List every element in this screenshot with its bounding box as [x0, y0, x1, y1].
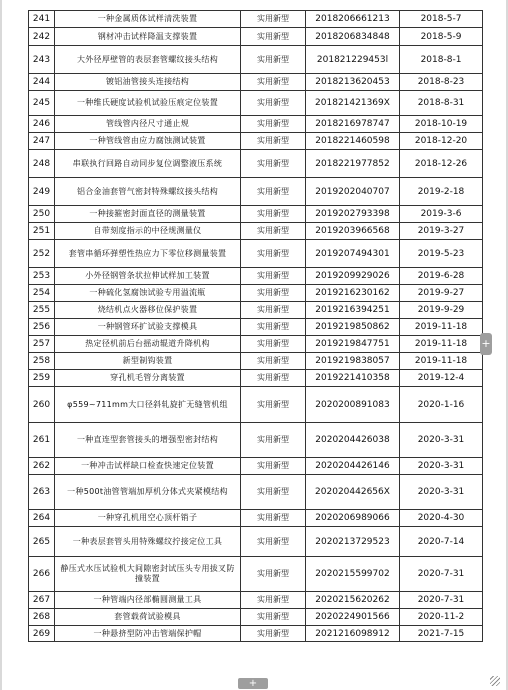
patent-type-cell: 实用新型: [241, 240, 306, 268]
patent-type-cell: 实用新型: [241, 28, 306, 46]
patent-number-cell: 256: [29, 319, 55, 336]
patent-name-cell: 小外径钢管条状拉伸试样加工装置: [55, 268, 241, 285]
filing-date-cell: 2019-3-27: [400, 223, 483, 240]
patent-name-cell: 一种接箍密封面直径的测量装置: [55, 206, 241, 223]
patent-type-cell: 实用新型: [241, 458, 306, 475]
patent-name-cell: 穿孔机毛管分离装置: [55, 370, 241, 387]
patent-number-cell: 264: [29, 510, 55, 527]
patent-name-cell: 钢材冲击试样降温支撑装置: [55, 28, 241, 46]
patent-name-cell: 一种冲击试样缺口检查快速定位装置: [55, 458, 241, 475]
filing-date-cell: 2018-12-26: [400, 150, 483, 178]
application-number-cell: 2019216230162: [306, 285, 400, 302]
filing-date-cell: 2020-7-31: [400, 592, 483, 609]
table-row: [29, 133, 483, 150]
table-row: [29, 223, 483, 240]
patent-number-cell: 242: [29, 28, 55, 46]
table-row: [29, 46, 483, 74]
patent-name-cell: 串联执行回路自动同步复位调整液压系统: [55, 150, 241, 178]
filing-date-cell: 2018-5-9: [400, 28, 483, 46]
patent-number-cell: 262: [29, 458, 55, 475]
patent-number-cell: 266: [29, 557, 55, 592]
table-row: [29, 626, 483, 642]
patent-number-cell: 265: [29, 527, 55, 557]
patent-table: [28, 10, 483, 642]
application-number-cell: 2018213620453: [306, 74, 400, 91]
table-row: [29, 91, 483, 116]
application-number-cell: 2020204426146: [306, 458, 400, 475]
application-number-cell: 2019202040707: [306, 178, 400, 206]
patent-name-cell: 大外径厚壁管的表层套管螺纹接头结构: [55, 46, 241, 74]
patent-name-cell: 一种穿孔机用空心顶杆销子: [55, 510, 241, 527]
patent-name-cell: 自带刻度指示的中径规测量仪: [55, 223, 241, 240]
filing-date-cell: 2020-3-31: [400, 458, 483, 475]
patent-number-cell: 259: [29, 370, 55, 387]
application-number-cell: 202020442656X: [306, 475, 400, 510]
filing-date-cell: 2019-11-18: [400, 319, 483, 336]
application-number-cell: 2018221977852: [306, 150, 400, 178]
patent-number-cell: 243: [29, 46, 55, 74]
patent-name-cell: 一种钢管环扩试验支撑模具: [55, 319, 241, 336]
patent-number-cell: 241: [29, 11, 55, 28]
patent-table-body: [29, 11, 483, 642]
table-row: [29, 285, 483, 302]
application-number-cell: 2018216978747: [306, 116, 400, 133]
application-number-cell: 2020200891083: [306, 387, 400, 423]
application-number-cell: 201821421369X: [306, 91, 400, 116]
patent-type-cell: 实用新型: [241, 133, 306, 150]
application-number-cell: 2019207494301: [306, 240, 400, 268]
application-number-cell: 2020204426038: [306, 423, 400, 458]
application-number-cell: 2019203966568: [306, 223, 400, 240]
application-number-cell: 2021216098912: [306, 626, 400, 642]
patent-type-cell: 实用新型: [241, 319, 306, 336]
table-row: [29, 387, 483, 423]
table-row: [29, 510, 483, 527]
patent-number-cell: 257: [29, 336, 55, 353]
application-number-cell: 2019219847751: [306, 336, 400, 353]
patent-number-cell: 250: [29, 206, 55, 223]
expand-handle-icon[interactable]: +: [480, 333, 492, 355]
application-number-cell: 2020224901566: [306, 609, 400, 626]
patent-type-cell: 实用新型: [241, 178, 306, 206]
application-number-cell: 201821229453l: [306, 46, 400, 74]
patent-type-cell: 实用新型: [241, 387, 306, 423]
patent-type-cell: 实用新型: [241, 11, 306, 28]
filing-date-cell: 2019-11-18: [400, 336, 483, 353]
patent-type-cell: 实用新型: [241, 336, 306, 353]
patent-type-cell: 实用新型: [241, 609, 306, 626]
table-row: [29, 370, 483, 387]
patent-type-cell: 实用新型: [241, 353, 306, 370]
patent-type-cell: 实用新型: [241, 557, 306, 592]
patent-number-cell: 269: [29, 626, 55, 642]
patent-number-cell: 248: [29, 150, 55, 178]
patent-number-cell: 246: [29, 116, 55, 133]
bottom-handle-icon[interactable]: +: [238, 678, 268, 689]
table-row: [29, 557, 483, 592]
table-row: [29, 319, 483, 336]
filing-date-cell: 2020-3-31: [400, 475, 483, 510]
application-number-cell: 2019202793398: [306, 206, 400, 223]
filing-date-cell: 2018-10-19: [400, 116, 483, 133]
table-row: [29, 336, 483, 353]
filing-date-cell: 2018-8-23: [400, 74, 483, 91]
patent-name-cell: 镀铝油管接头连接结构: [55, 74, 241, 91]
patent-number-cell: 255: [29, 302, 55, 319]
filing-date-cell: 2020-1-16: [400, 387, 483, 423]
table-row: [29, 116, 483, 133]
patent-type-cell: 实用新型: [241, 527, 306, 557]
filing-date-cell: 2018-5-7: [400, 11, 483, 28]
patent-type-cell: 实用新型: [241, 74, 306, 91]
patent-type-cell: 实用新型: [241, 475, 306, 510]
filing-date-cell: 2020-4-30: [400, 510, 483, 527]
patent-number-cell: 260: [29, 387, 55, 423]
application-number-cell: 2019216394251: [306, 302, 400, 319]
patent-name-cell: 一种硫化氢腐蚀试验专用溢流瓶: [55, 285, 241, 302]
patent-name-cell: 一种维氏硬度试验机试验压痕定位装置: [55, 91, 241, 116]
filing-date-cell: 2019-9-27: [400, 285, 483, 302]
table-row: [29, 240, 483, 268]
patent-type-cell: 实用新型: [241, 626, 306, 642]
application-number-cell: 2018221460598: [306, 133, 400, 150]
filing-date-cell: 2019-11-18: [400, 353, 483, 370]
filing-date-cell: 2019-9-29: [400, 302, 483, 319]
table-row: [29, 458, 483, 475]
patent-name-cell: 一种管线管由应力腐蚀测试装置: [55, 133, 241, 150]
patent-number-cell: 252: [29, 240, 55, 268]
table-row: [29, 206, 483, 223]
patent-name-cell: 管线管内径尺寸通止规: [55, 116, 241, 133]
filing-date-cell: 2018-12-20: [400, 133, 483, 150]
patent-type-cell: 实用新型: [241, 150, 306, 178]
patent-number-cell: 251: [29, 223, 55, 240]
table-row: [29, 475, 483, 510]
patent-type-cell: 实用新型: [241, 302, 306, 319]
patent-name-cell: 一种500t油管管端加厚机分体式夹紧模结构: [55, 475, 241, 510]
application-number-cell: 2020215599702: [306, 557, 400, 592]
patent-number-cell: 247: [29, 133, 55, 150]
filing-date-cell: 2020-7-31: [400, 557, 483, 592]
page-edge-left: [0, 0, 2, 690]
patent-name-cell: 一种金属质体试样清洗装置: [55, 11, 241, 28]
table-row: [29, 609, 483, 626]
patent-type-cell: 实用新型: [241, 592, 306, 609]
application-number-cell: 2019209929026: [306, 268, 400, 285]
application-number-cell: 2018206834848: [306, 28, 400, 46]
table-row: [29, 74, 483, 91]
patent-number-cell: 244: [29, 74, 55, 91]
patent-type-cell: 实用新型: [241, 423, 306, 458]
patent-number-cell: 253: [29, 268, 55, 285]
patent-number-cell: 268: [29, 609, 55, 626]
table-row: [29, 423, 483, 458]
patent-type-cell: 实用新型: [241, 510, 306, 527]
patent-name-cell: 静压式水压试验机大间隙密封试压头专用拔叉防撞装置: [55, 557, 241, 592]
application-number-cell: 2018206661213: [306, 11, 400, 28]
filing-date-cell: 2019-6-28: [400, 268, 483, 285]
patent-type-cell: 实用新型: [241, 268, 306, 285]
patent-number-cell: 261: [29, 423, 55, 458]
patent-number-cell: 254: [29, 285, 55, 302]
table-row: [29, 150, 483, 178]
patent-name-cell: 热定径机前后台摇动辊道升降机构: [55, 336, 241, 353]
table-row: [29, 28, 483, 46]
patent-name-cell: 一种悬挤型防冲击管端保护帽: [55, 626, 241, 642]
patent-number-cell: 267: [29, 592, 55, 609]
filing-date-cell: 2018-8-31: [400, 91, 483, 116]
table-row: [29, 178, 483, 206]
filing-date-cell: 2020-11-2: [400, 609, 483, 626]
filing-date-cell: 2020-3-31: [400, 423, 483, 458]
table-row: [29, 353, 483, 370]
patent-type-cell: 实用新型: [241, 285, 306, 302]
resize-grip-icon[interactable]: [490, 676, 500, 686]
filing-date-cell: 2019-2-18: [400, 178, 483, 206]
patent-type-cell: 实用新型: [241, 223, 306, 240]
table-row: [29, 11, 483, 28]
patent-name-cell: 新型制钩装置: [55, 353, 241, 370]
application-number-cell: 2020206989066: [306, 510, 400, 527]
patent-number-cell: 249: [29, 178, 55, 206]
filing-date-cell: 2018-8-1: [400, 46, 483, 74]
patent-type-cell: 实用新型: [241, 370, 306, 387]
application-number-cell: 2019219850862: [306, 319, 400, 336]
patent-number-cell: 258: [29, 353, 55, 370]
filing-date-cell: 2021-7-15: [400, 626, 483, 642]
patent-number-cell: 245: [29, 91, 55, 116]
filing-date-cell: 2019-12-4: [400, 370, 483, 387]
patent-type-cell: 实用新型: [241, 91, 306, 116]
application-number-cell: 2019219838057: [306, 353, 400, 370]
patent-name-cell: 一种管端内径部椭圆测量工具: [55, 592, 241, 609]
patent-name-cell: 烧结机点火器移位保护装置: [55, 302, 241, 319]
table-row: [29, 527, 483, 557]
application-number-cell: 2020215620262: [306, 592, 400, 609]
table-row: [29, 592, 483, 609]
table-row: [29, 268, 483, 285]
table-row: [29, 302, 483, 319]
patent-type-cell: 实用新型: [241, 116, 306, 133]
filing-date-cell: 2019-5-23: [400, 240, 483, 268]
patent-name-cell: 套管载荷试验模具: [55, 609, 241, 626]
patent-number-cell: 263: [29, 475, 55, 510]
patent-name-cell: 铝合金油套管气密封特殊螺纹接头结构: [55, 178, 241, 206]
application-number-cell: 2020213729523: [306, 527, 400, 557]
patent-name-cell: 套管串循环弹塑性热应力下零位移测量装置: [55, 240, 241, 268]
application-number-cell: 2019221410358: [306, 370, 400, 387]
patent-name-cell: 一种直连型套管接头的增强型密封结构: [55, 423, 241, 458]
patent-name-cell: φ559~711mm大口径斜轧旋扩无缝管机组: [55, 387, 241, 423]
patent-name-cell: 一种表层套管头用特殊螺纹拧接定位工具: [55, 527, 241, 557]
filing-date-cell: 2019-3-6: [400, 206, 483, 223]
filing-date-cell: 2020-7-14: [400, 527, 483, 557]
patent-type-cell: 实用新型: [241, 46, 306, 74]
patent-type-cell: 实用新型: [241, 206, 306, 223]
